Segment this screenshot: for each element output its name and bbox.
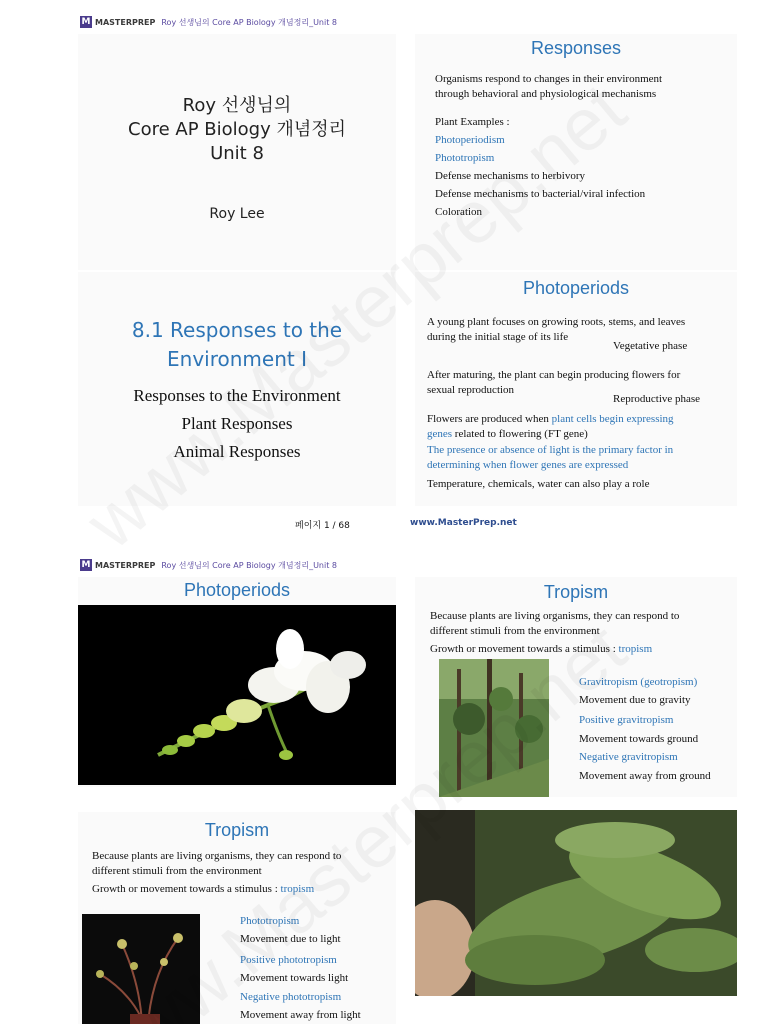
section-item: Responses to the Environment (133, 386, 341, 405)
text-line: different stimuli from the environment (430, 625, 600, 637)
forest-illustration (439, 659, 549, 797)
list-item: Movement due to gravity (579, 694, 691, 706)
masterprep-logo-icon: M (81, 17, 91, 27)
section-item: Animal Responses (173, 442, 301, 461)
list-item: Defense mechanisms to bacterial/viral infection (435, 188, 646, 200)
logo-text: MASTERPREP (95, 560, 156, 570)
slide-photoperiods-photo (78, 577, 396, 787)
seedling-illustration (82, 914, 200, 1024)
slide-tropism-light (78, 812, 396, 1024)
list-item: Positive gravitropism (579, 714, 674, 726)
slide-responses (415, 34, 737, 270)
page-header (80, 14, 337, 30)
mimosa-illustration (415, 810, 737, 996)
text-line: different stimuli from the environment (92, 865, 262, 877)
text-segment: Growth or movement towards a stimulus : (430, 643, 619, 655)
slide-title: Responses (530, 38, 622, 58)
masterprep-logo-icon: M (81, 560, 91, 570)
phase-label: Reproductive phase (613, 393, 701, 405)
list-item: Movement away from light (240, 1009, 361, 1021)
page-number: 페이지 1 / 68 (295, 521, 350, 531)
slide-cover (78, 34, 396, 270)
highlight-text: genes (427, 428, 453, 440)
cover-author: Roy Lee (209, 206, 265, 222)
cover-line1: Roy 선생님의 (182, 95, 292, 116)
text-segment: Growth or movement towards a stimulus : (92, 883, 281, 895)
highlight-text: tropism (618, 643, 653, 655)
section-title-2: Environment I (167, 347, 307, 371)
cover-line2: Core AP Biology 개념정리 (128, 119, 346, 140)
flower-photo (78, 605, 396, 785)
list-item: Movement away from ground (579, 770, 711, 782)
text-line: Organisms respond to changes in their environment (435, 73, 663, 85)
header-title: Roy 선생님의 Core AP Biology 개념정리_Unit 8 (161, 560, 337, 570)
text-line: A young plant focuses on growing roots, stems, and leaves (427, 316, 686, 328)
mimosa-photo (415, 810, 737, 996)
list-item: Gravitropism (geotropism) (579, 676, 698, 688)
flower-illustration (78, 605, 396, 785)
slide-title: Photoperiods (183, 580, 291, 600)
site-link[interactable]: www.MasterPrep.net (410, 518, 517, 528)
text-line (427, 427, 588, 442)
text-line: through behavioral and physiological mechanisms (435, 88, 657, 100)
list-item: Coloration (435, 206, 483, 218)
text-line (92, 882, 314, 897)
highlight-line: determining when flower genes are expressed (427, 459, 629, 471)
list-item: Negative gravitropism (579, 751, 678, 763)
text-line: After maturing, the plant can begin producing flowers for (427, 369, 681, 381)
list-item: Phototropism (435, 152, 495, 164)
section-title-1: 8.1 Responses to the (131, 318, 343, 342)
slide-title: Tropism (543, 582, 609, 602)
highlight-text: tropism (280, 883, 315, 895)
highlight-text: plant cells begin expressing (551, 413, 674, 425)
text-line: Because plants are living organisms, they can respond to (430, 610, 680, 622)
list-item: Movement towards light (240, 972, 349, 984)
page-header (80, 557, 337, 573)
forest-photo (439, 659, 549, 797)
slide-tropism-gravity (415, 577, 737, 797)
cover-line3: Unit 8 (210, 143, 264, 164)
list-item: Movement towards ground (579, 733, 699, 745)
examples-label: Plant Examples : (435, 116, 510, 128)
text-line: sexual reproduction (427, 384, 515, 396)
list-item: Positive phototropism (240, 954, 337, 966)
text-line (430, 642, 652, 657)
slide-title: Tropism (204, 820, 270, 840)
text-line: during the initial stage of its life (427, 331, 569, 343)
text-segment: Flowers are produced when (427, 413, 552, 425)
phase-label: Vegetative phase (613, 340, 688, 352)
list-item: Photoperiodism (435, 134, 505, 146)
text-line (427, 412, 674, 427)
list-item: Negative phototropism (240, 991, 342, 1003)
text-line: Because plants are living organisms, they can respond to (92, 850, 342, 862)
text-line: Temperature, chemicals, water can also play a role (427, 478, 650, 490)
slide-section (78, 272, 396, 506)
header-title: Roy 선생님의 Core AP Biology 개념정리_Unit 8 (161, 17, 337, 27)
phototropism-photo (82, 914, 200, 1024)
highlight-line: The presence or absence of light is the primary factor in (427, 444, 674, 456)
list-item: Defense mechanisms to herbivory (435, 170, 585, 182)
section-item: Plant Responses (181, 414, 293, 433)
list-item: Movement due to light (240, 933, 341, 945)
list-item: Phototropism (240, 915, 300, 927)
logo-text: MASTERPREP (95, 17, 156, 27)
slide-photoperiods (415, 272, 737, 506)
slide-title: Photoperiods (522, 278, 630, 298)
text-segment: related to flowering (FT gene) (452, 428, 588, 440)
